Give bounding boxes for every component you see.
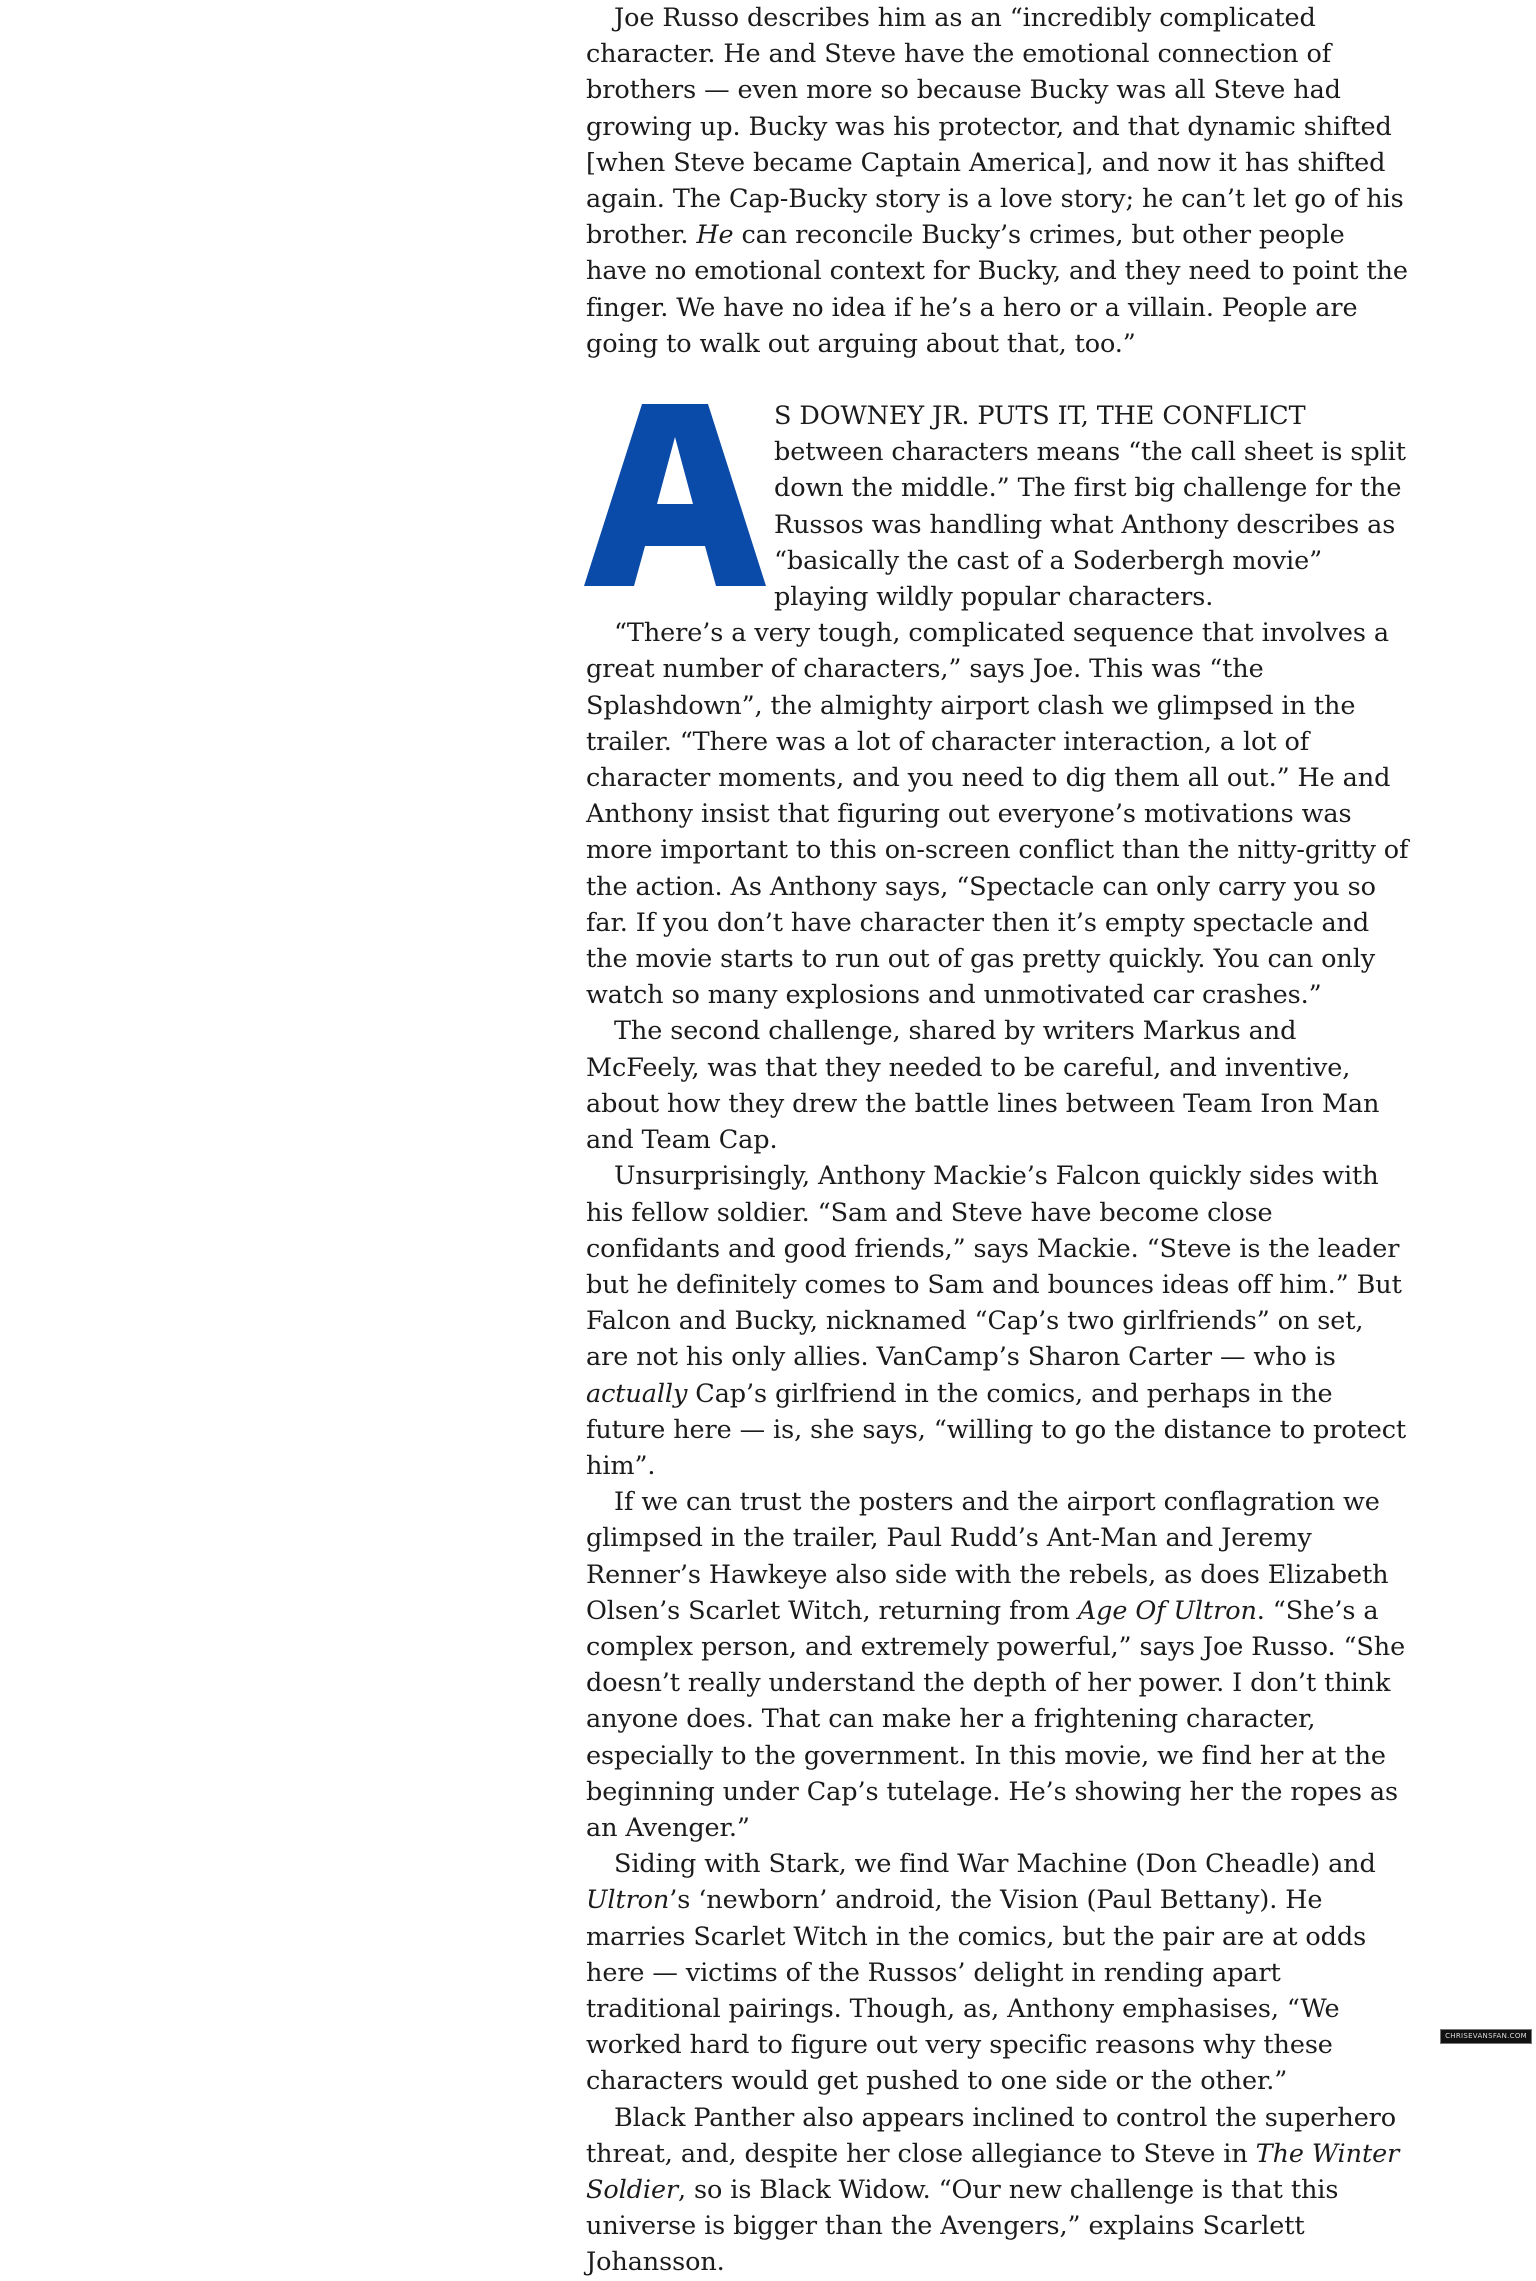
italic-text: He <box>696 220 734 251</box>
paragraph-2-text: S DOWNEY JR. PUTS IT, THE CONFLICT between characters means “the call sheet is split down the middle.” The first big challenge for the Russos was handling what Anthony describes as “basically the cast of a Soderbergh movie” playing wildly popular characters. <box>774 401 1406 613</box>
drop-cap-glyph <box>584 404 766 586</box>
paragraph-8 <box>586 2100 1412 2281</box>
text-run: can reconcile Bucky’s crimes, but other people have no emotional context for Bucky, and they need to point the finger. We have no idea if he’s a hero or a villain. People are going to walk out arguing about that, too.” <box>586 220 1408 359</box>
paragraph-3: “There’s a very tough, complicated sequence that involves a great number of characters,” says Joe. This was “the Splashdown”, the almighty airport clash we glimpsed in the trailer. “There was a lot of character interaction, a lot of character moments, and you need to dig them all out.” He and Anthony insist that figuring out everyone’s motivations was more important to this on-screen conflict than the nitty-gritty of the action. As Anthony says, “Spectacle can only carry you so far. If you don’t have character then it’s empty spectacle and the movie starts to run out of gas pretty quickly. You can only watch so many explosions and unmotivated car crashes.” <box>586 618 1409 1011</box>
site-watermark: CHRISEVANSFAN.COM <box>1440 2029 1532 2044</box>
text-run: Siding with Stark, we find War Machine (Don Cheadle) and <box>614 1849 1376 1880</box>
italic-text: The Winter Soldier <box>586 2138 1400 2205</box>
italic-text: Ultron <box>586 1885 670 1916</box>
section-gap <box>586 362 1412 398</box>
italic-text: Age Of Ultron <box>1077 1595 1257 1626</box>
text-run: Joe Russo describes him as an “incredibly complicated character. He and Steve have the emotional connection of brothers — even more so because Bucky was all Steve had growing up. Bucky was his protector, and that dynamic shifted [when Steve became Captain America], and now it has shifted again. The Cap-Bucky story is a love story; he can’t let go of his brother. <box>586 3 1404 251</box>
paragraph-4: The second challenge, shared by writers Markus and McFeely, was that they needed to be careful, and inventive, about how they drew the battle lines between Team Iron Man and Team Cap. <box>586 1016 1380 1156</box>
paragraph-7 <box>586 1846 1412 2099</box>
text-run: , so is Black Widow. “Our new challenge is that this universe is bigger than the Avengers,” explains Scarlett Johansson. <box>586 2174 1339 2278</box>
drop-cap-letter <box>584 404 766 586</box>
article-column <box>586 0 1412 2281</box>
text-run: Unsurprisingly, Anthony Mackie’s Falcon quickly sides with his fellow soldier. “Sam and Steve have become close confidants and good friends,” says Mackie. “Steve is the leader but he definitely comes to Sam and bounces ideas off him.” But Falcon and Bucky, nicknamed “Cap’s two girlfriends” on set, are not his only allies. VanCamp’s Sharon Carter — who is <box>586 1161 1402 1373</box>
paragraph-2 <box>586 398 1412 615</box>
paragraph-1 <box>586 0 1412 362</box>
italic-text: actually <box>586 1378 688 1409</box>
paragraph-6 <box>586 1484 1412 1846</box>
text-run: If we can trust the posters and the airport conflagration we glimpsed in the trailer, Paul Rudd’s Ant-Man and Jeremy Renner’s Hawkeye also side with the rebels, as does Elizabeth Olsen’s Scarlet Witch, returning from <box>586 1487 1389 1626</box>
paragraph-5 <box>586 1158 1412 1484</box>
text-run: . “She’s a complex person, and extremely powerful,” says Joe Russo. “She doesn’t really understand the depth of her power. I don’t think anyone does. That can make her a frightening character, especially to the government. In this movie, we find her at the beginning under Cap’s tutelage. He’s showing her the ropes as an Avenger.” <box>586 1595 1406 1843</box>
text-run: ’s ‘newborn’ android, the Vision (Paul Bettany). He marries Scarlet Witch in the comics, but the pair are at odds here — victims of the Russos’ delight in rending apart traditional pairings. Though, as, Anthony emphasises, “We worked hard to figure out very specific reasons why these characters would get pushed to one side or the other.” <box>586 1885 1367 2097</box>
text-run: Black Panther also appears inclined to control the superhero threat, and, despite her close allegiance to Steve in <box>586 2102 1397 2169</box>
text-run: Cap’s girlfriend in the comics, and perhaps in the future here — is, she says, “willing to go the distance to protect him”. <box>586 1378 1407 1481</box>
